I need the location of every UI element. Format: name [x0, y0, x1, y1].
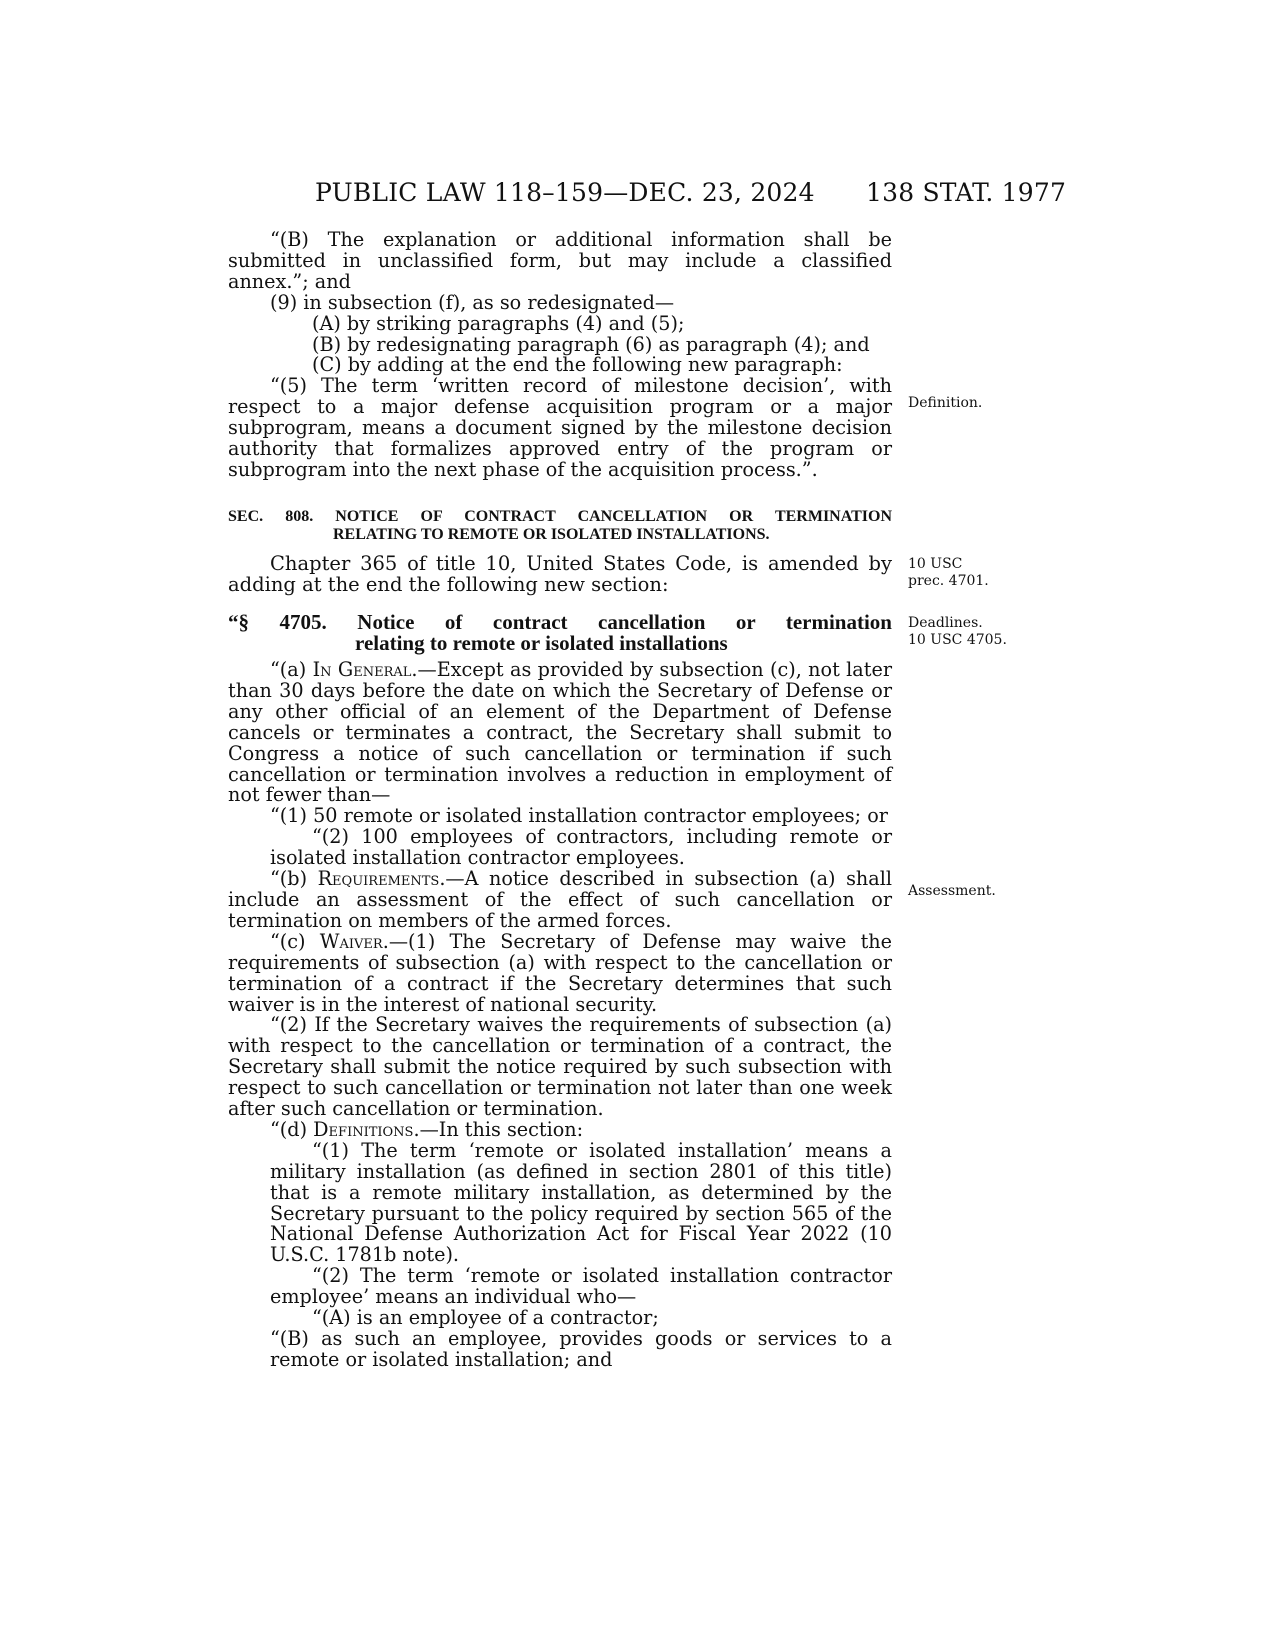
- sec-808-heading-line1: SEC. 808. NOTICE OF CONTRACT CANCELLATION OR TERMINATION: [228, 508, 892, 525]
- paragraph-5-definition: “(5) The term ‘written record of milestone decision’, with respect to a major defense acquisition program or a major subprogram, means a document signed by the milestone decision authority that formalizes approved entry of the program or subprogram into the next phase of the acquisition process.”.: [228, 374, 892, 481]
- subsection-c-heading: Waiver: [319, 929, 383, 953]
- subsection-a-1: “(1) 50 remote or isolated installation contractor employees; or: [270, 804, 888, 828]
- margin-note-assessment: Assessment.: [908, 883, 996, 899]
- running-header-page: 138 STAT. 1977: [866, 178, 1067, 207]
- sec-808-intro: Chapter 365 of title 10, United States Code, is amended by adding at the end the following new section:: [228, 552, 892, 596]
- margin-note-usc-prec-line1: 10 USC: [908, 556, 963, 572]
- margin-note-definition: Definition.: [908, 395, 983, 411]
- subsection-a-2: “(2) 100 employees of contractors, including remote or isolated installation contractor employees.: [270, 825, 892, 870]
- sec-808-intro-block: [228, 554, 892, 596]
- section-4705-heading-line2: relating to remote or isolated installations: [355, 631, 728, 655]
- subsection-c: “(c) Waiver.—(1) The Secretary of Defense may waive the requirements of subsection (a) with respect to the cancellation or termination of a contract if the Secretary determines that such waiver is in the interest of national security.: [228, 929, 892, 1016]
- subsection-d-1: “(1) The term ‘remote or isolated installation’ means a military installation (as defined in section 2801 of this title) that is a remote military installation, as determined by the Secretary pursuant to the policy required by section 565 of the National Defense Authorization Act for Fiscal Year 2022 (10 U.S.C. 1781b note).: [270, 1138, 892, 1267]
- paragraph-9c: (C) by adding at the end the following new paragraph:: [312, 353, 843, 377]
- margin-note-usc-4705: 10 USC 4705.: [908, 632, 1007, 648]
- subsection-d-heading: Definitions: [313, 1117, 414, 1141]
- section-4705-heading: [228, 612, 892, 654]
- subsection-d-2-a: “(A) is an employee of a contractor;: [312, 1306, 659, 1330]
- subsection-b-heading: Requirements: [317, 867, 440, 891]
- paragraph-9a: (A) by striking paragraphs (4) and (5);: [312, 311, 685, 335]
- paragraph-9: (9) in subsection (f), as so redesignated—: [270, 290, 675, 314]
- paragraph-b-explanation: “(B) The explanation or additional information shall be submitted in unclassified form, but may include a classified annex.”; and: [228, 228, 892, 293]
- subsection-d: “(d) Definitions.—In this section:: [270, 1117, 584, 1141]
- paragraph-9b: (B) by redesignating paragraph (6) as paragraph (4); and: [312, 332, 870, 356]
- subsection-a-heading: In General: [312, 658, 412, 681]
- subsection-b: “(b) Requirements.—A notice described in subsection (a) shall include an assessment of the effect of such cancellation or termination on members of the armed forces.: [228, 867, 892, 932]
- running-header-title: PUBLIC LAW 118–159—DEC. 23, 2024: [315, 178, 815, 207]
- subsection-a: “(a) In General.—Except as provided by subsection (c), not later than 30 days before the date on which the Secretary of Defense or any other official of an element of the Department of Defense cancels or terminates a contract, the Secretary shall submit to Congress a notice of such cancellation or termination if such cancellation or termination involves a reduction in employment of not fewer than—: [228, 658, 892, 807]
- margin-note-deadlines: Deadlines.: [908, 615, 983, 631]
- margin-note-usc-prec-line2: prec. 4701.: [908, 573, 989, 589]
- section-4705-heading-line1: “§ 4705. Notice of contract cancellation or termination: [228, 610, 892, 634]
- sec-808-heading: [228, 508, 892, 544]
- subsection-c-2: “(2) If the Secretary waives the requirements of subsection (a) with respect to the cancellation or termination of a contract, the Secretary shall submit the notice required by such subsection with respect to such cancellation or termination not later than one week after such cancellation or termination.: [228, 1013, 892, 1121]
- section-4705-body: [228, 660, 892, 1371]
- subsection-d-2-b: “(B) as such an employee, provides goods or services to a remote or isolated installation; and: [270, 1327, 892, 1371]
- amendment-block: [228, 230, 892, 481]
- sec-808-heading-line2: RELATING TO REMOTE OR ISOLATED INSTALLATIONS.: [333, 526, 770, 543]
- subsection-d-2: “(2) The term ‘remote or isolated installation contractor employee’ means an individual who—: [270, 1264, 892, 1309]
